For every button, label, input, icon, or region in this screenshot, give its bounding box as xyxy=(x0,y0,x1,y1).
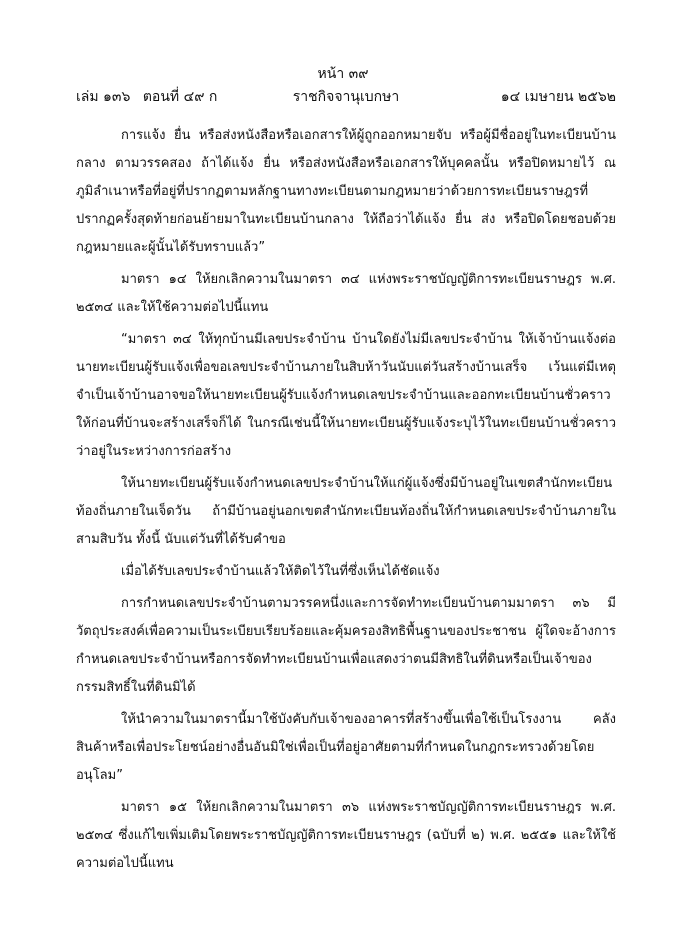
paragraph-6: การกำหนดเลขประจำบ้านตามวรรคหนึ่งและการจัดทำทะเบียนบ้านตามมาตรา ๓๖ มีวัตถุประสงค์เพื่อความเป็นระเบียบเรียบร้อยและคุ้มครองสิทธิพื้นฐานของประชาชน ผู้ใดจะอ้างการกำหนดเลขประจำบ้านหรือการจัดทำทะเบียนบ้านเพื่อแสดงว่าตนมีสิทธิในที่ดินหรือเป็นเจ้าของกรรมสิทธิ์ในที่ดินมิได้ xyxy=(76,596,616,695)
paragraph-4: ให้นายทะเบียนผู้รับแจ้งกำหนดเลขประจำบ้านให้แก่ผู้แจ้งซึ่งมีบ้านอยู่ในเขตสำนักทะเบียนท้องถิ่นภายในเจ็ดวัน ถ้ามีบ้านอยู่นอกเขตสำนักทะเบียนท้องถิ่นให้กำหนดเลขประจำบ้านภายในสามสิบวัน ทั้งนี้ นับแต่วันที่ได้รับคำขอ xyxy=(76,476,616,547)
publication-date: ๑๔ เมษายน ๒๕๖๒ xyxy=(500,89,616,105)
paragraph-section-14: มาตรา ๑๔ ให้ยกเลิกความในมาตรา ๓๔ แห่งพระราชบัญญัติการทะเบียนราษฎร พ.ศ. ๒๕๓๔ และให้ใช้ความต่อไปนี้แทน xyxy=(76,272,616,315)
gazette-header xyxy=(76,86,616,108)
paragraph-section-15: มาตรา ๑๕ ให้ยกเลิกความในมาตรา ๓๖ แห่งพระราชบัญญัติการทะเบียนราษฎร พ.ศ. ๒๕๓๔ ซึ่งแก้ไขเพิ่มเติมโดยพระราชบัญญัติการทะเบียนราษฎร (ฉบับที่ ๒) พ.ศ. ๒๕๕๑ และให้ใช้ความต่อไปนี้แทน xyxy=(76,800,616,871)
gazette-name: ราชกิจจานุเบกษา xyxy=(292,89,400,105)
paragraph-5: เมื่อได้รับเลขประจำบ้านแล้วให้ติดไว้ในที่ซึ่งเห็นได้ชัดแจ้ง xyxy=(121,564,440,579)
paragraph-7: ให้นำความในมาตรานี้มาใช้บังคับกับเจ้าของอาคารที่สร้างขึ้นเพื่อใช้เป็นโรงงาน คลังสินค้าหรือเพื่อประโยชน์อย่างอื่นอันมิใช่เพื่อเป็นที่อยู่อาศัยตามที่กำหนดในกฎกระทรวงด้วยโดยอนุโลม” xyxy=(76,712,616,783)
document-body xyxy=(76,122,616,882)
volume-label: เล่ม ๑๓๖ xyxy=(76,89,131,105)
paragraph-1: การแจ้ง ยื่น หรือส่งหนังสือหรือเอกสารให้ผู้ถูกออกหมายจับ หรือผู้มีชื่ออยู่ในทะเบียนบ้านกลาง ตามวรรคสอง ถ้าได้แจ้ง ยื่น หรือส่งหนังสือหรือเอกสารให้บุคคลนั้น หรือปิดหมายไว้ ณ ภูมิลำเนาหรือที่อยู่ที่ปรากฏตามหลักฐานทางทะเบียนตามกฎหมายว่าด้วยการทะเบียนราษฎรที่ปรากฏครั้งสุดท้ายก่อนย้ายมาในทะเบียนบ้านกลาง ให้ถือว่าได้แจ้ง ยื่น ส่ง หรือปิดโดยชอบด้วยกฎหมายและผู้นั้นได้รับทราบแล้ว” xyxy=(76,128,616,255)
section-label: ตอนที่ ๔๙ ก xyxy=(142,89,218,105)
page-number: หน้า ๓๙ xyxy=(317,66,369,82)
paragraph-section-34: “มาตรา ๓๔ ให้ทุกบ้านมีเลขประจำบ้าน บ้านใดยังไม่มีเลขประจำบ้าน ให้เจ้าบ้านแจ้งต่อนายทะเบียนผู้รับแจ้งเพื่อขอเลขประจำบ้านภายในสิบห้าวันนับแต่วันสร้างบ้านเสร็จ เว้นแต่มีเหตุจำเป็นเจ้าบ้านอาจขอให้นายทะเบียนผู้รับแจ้งกำหนดเลขประจำบ้านและออกทะเบียนบ้านชั่วคราวให้ก่อนที่บ้านจะสร้างเสร็จก็ได้ ในกรณีเช่นนี้ให้นายทะเบียนผู้รับแจ้งระบุไว้ในทะเบียนบ้านชั่วคราวว่าอยู่ในระหว่างการก่อสร้าง xyxy=(76,332,616,459)
